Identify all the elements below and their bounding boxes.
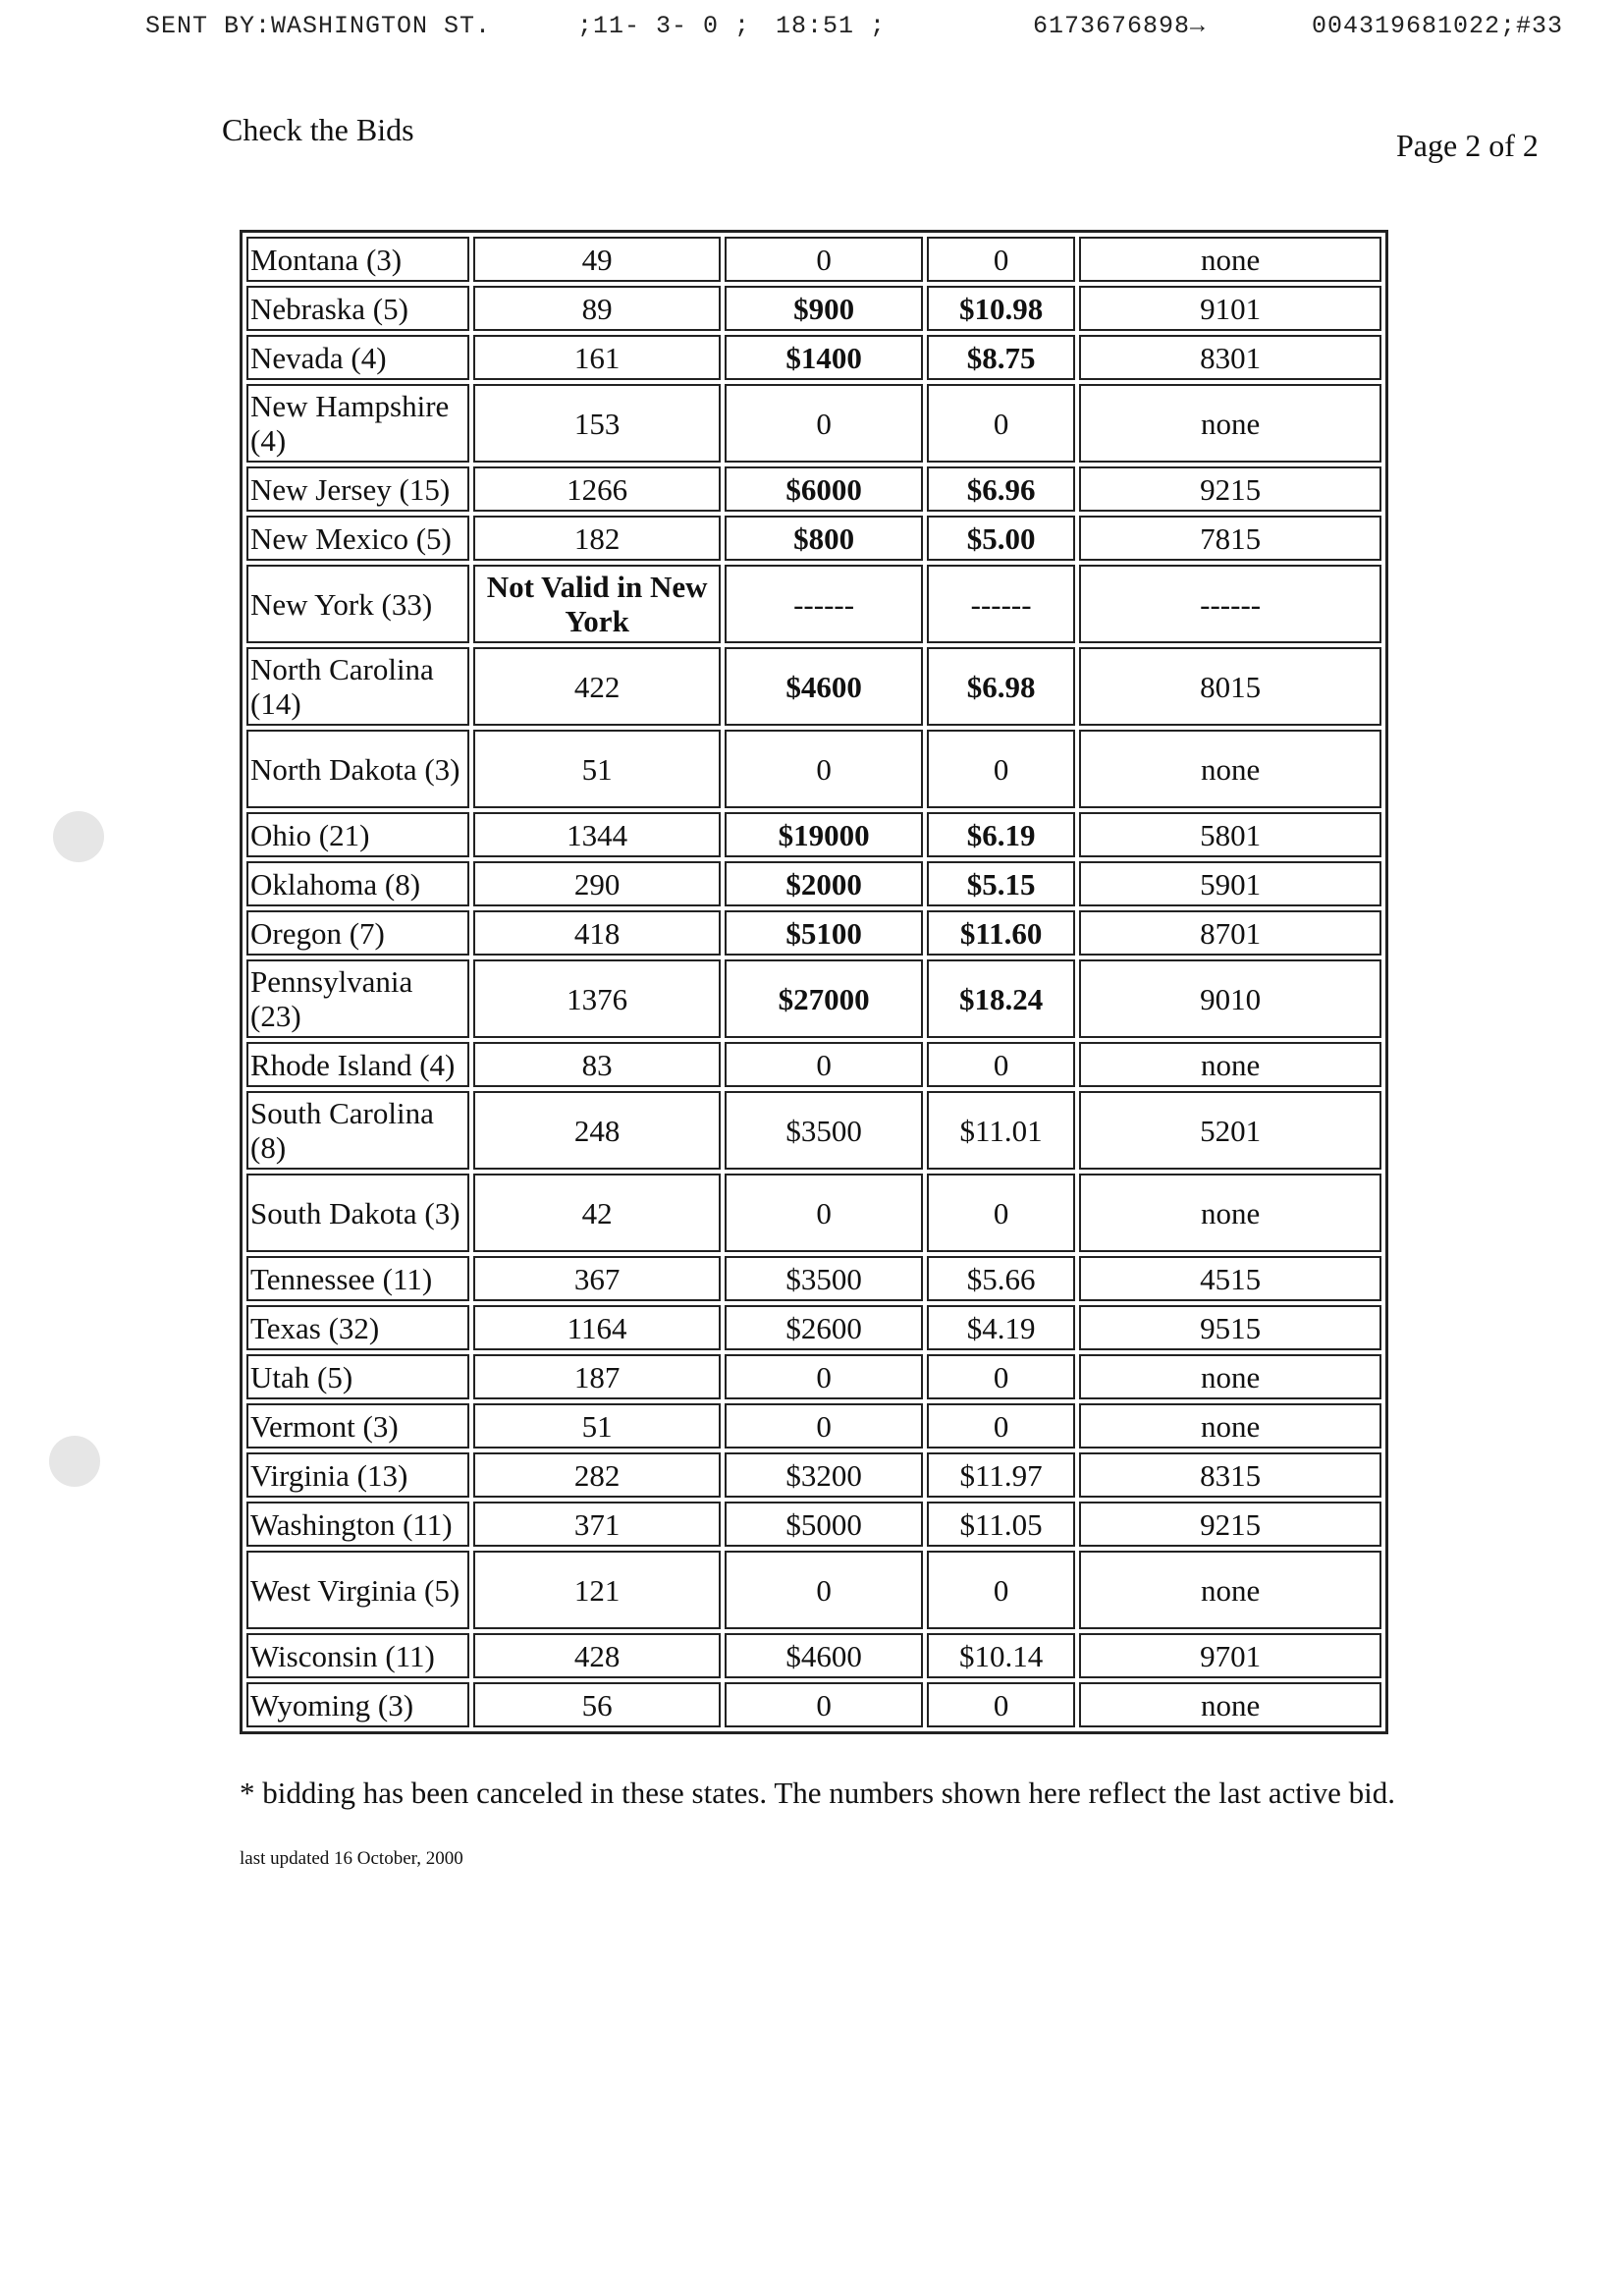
cell-bid: $900 — [725, 286, 923, 331]
cell-bid: $19000 — [725, 812, 923, 857]
table-row — [246, 1403, 1381, 1449]
cell-code: none — [1079, 1682, 1381, 1727]
cell-bid: $5000 — [725, 1502, 923, 1547]
cell-votes: 1376 — [473, 959, 721, 1038]
cell-per-vote: 0 — [927, 384, 1075, 463]
table-row — [246, 1452, 1381, 1498]
cell-state: Pennsylvania (23) — [246, 959, 469, 1038]
cell-votes: 248 — [473, 1091, 721, 1170]
cell-bid: $2600 — [725, 1305, 923, 1350]
cell-per-vote: $5.00 — [927, 516, 1075, 561]
table-row — [246, 466, 1381, 512]
cell-votes: 367 — [473, 1256, 721, 1301]
last-updated: last updated 16 October, 2000 — [240, 1848, 463, 1869]
cell-state: North Dakota (3) — [246, 730, 469, 808]
cell-state: Oklahoma (8) — [246, 861, 469, 906]
cell-bid: $3200 — [725, 1452, 923, 1498]
table-row — [246, 647, 1381, 726]
cell-code: none — [1079, 237, 1381, 282]
cell-per-vote: 0 — [927, 1403, 1075, 1449]
cell-state: Montana (3) — [246, 237, 469, 282]
cell-bid: 0 — [725, 1042, 923, 1087]
cell-per-vote: $8.75 — [927, 335, 1075, 380]
cell-per-vote: $6.19 — [927, 812, 1075, 857]
cell-bid: $4600 — [725, 1633, 923, 1678]
cell-code: 8301 — [1079, 335, 1381, 380]
cell-votes: 42 — [473, 1174, 721, 1252]
cell-per-vote: $10.98 — [927, 286, 1075, 331]
cell-per-vote: $5.66 — [927, 1256, 1075, 1301]
cell-code: 4515 — [1079, 1256, 1381, 1301]
cell-per-vote: $4.19 — [927, 1305, 1075, 1350]
cell-code: ------ — [1079, 565, 1381, 643]
fax-sender: SENT BY:WASHINGTON ST. — [145, 12, 492, 40]
table-row — [246, 1305, 1381, 1350]
cell-state: New Mexico (5) — [246, 516, 469, 561]
table-row — [246, 1682, 1381, 1727]
cell-code: none — [1079, 1354, 1381, 1399]
cell-state: South Carolina (8) — [246, 1091, 469, 1170]
cell-votes: 153 — [473, 384, 721, 463]
cell-bid: $1400 — [725, 335, 923, 380]
table-row — [246, 384, 1381, 463]
cell-bid: $3500 — [725, 1256, 923, 1301]
cell-state: New Jersey (15) — [246, 466, 469, 512]
cell-state: Nebraska (5) — [246, 286, 469, 331]
cell-bid: 0 — [725, 1174, 923, 1252]
cell-code: none — [1079, 384, 1381, 463]
cell-votes: 290 — [473, 861, 721, 906]
fax-header — [0, 12, 1622, 51]
cell-state: South Dakota (3) — [246, 1174, 469, 1252]
cell-code: 7815 — [1079, 516, 1381, 561]
table-row — [246, 861, 1381, 906]
cell-votes: 428 — [473, 1633, 721, 1678]
table-row — [246, 959, 1381, 1038]
cell-code: 5801 — [1079, 812, 1381, 857]
cell-state: Rhode Island (4) — [246, 1042, 469, 1087]
cell-per-vote: $6.98 — [927, 647, 1075, 726]
cell-votes: 51 — [473, 1403, 721, 1449]
cell-per-vote: $18.24 — [927, 959, 1075, 1038]
cell-state: Wyoming (3) — [246, 1682, 469, 1727]
table-row — [246, 1091, 1381, 1170]
punch-hole-top — [53, 811, 104, 862]
cell-bid: 0 — [725, 237, 923, 282]
table-row — [246, 1042, 1381, 1087]
table-row — [246, 1502, 1381, 1547]
cell-code: 9101 — [1079, 286, 1381, 331]
cell-votes: 418 — [473, 910, 721, 956]
cell-per-vote: $6.96 — [927, 466, 1075, 512]
cell-code: 9515 — [1079, 1305, 1381, 1350]
cell-bid: $27000 — [725, 959, 923, 1038]
cell-bid: $2000 — [725, 861, 923, 906]
cell-per-vote: 0 — [927, 1174, 1075, 1252]
cell-bid: ------ — [725, 565, 923, 643]
cell-state: Vermont (3) — [246, 1403, 469, 1449]
cell-bid: $800 — [725, 516, 923, 561]
table-row — [246, 1354, 1381, 1399]
cell-votes: 422 — [473, 647, 721, 726]
cell-code: none — [1079, 1403, 1381, 1449]
bids-table-body — [246, 237, 1381, 1727]
cell-per-vote: ------ — [927, 565, 1075, 643]
cell-state: Texas (32) — [246, 1305, 469, 1350]
cell-votes: 1164 — [473, 1305, 721, 1350]
cell-state: Ohio (21) — [246, 812, 469, 857]
cell-code: 8015 — [1079, 647, 1381, 726]
table-row — [246, 910, 1381, 956]
cell-per-vote: 0 — [927, 1354, 1075, 1399]
cell-votes: 282 — [473, 1452, 721, 1498]
cell-bid: 0 — [725, 1682, 923, 1727]
table-row — [246, 1633, 1381, 1678]
fax-from-number: 6173676898→ — [1033, 12, 1207, 40]
cell-state: Nevada (4) — [246, 335, 469, 380]
table-row — [246, 565, 1381, 643]
cell-bid: 0 — [725, 1354, 923, 1399]
table-row — [246, 1551, 1381, 1629]
table-row — [246, 812, 1381, 857]
page-number: Page 2 of 2 — [1396, 128, 1539, 163]
cell-votes: 371 — [473, 1502, 721, 1547]
cell-state: Wisconsin (11) — [246, 1633, 469, 1678]
table-row — [246, 516, 1381, 561]
cell-bid: $3500 — [725, 1091, 923, 1170]
cell-state: Washington (11) — [246, 1502, 469, 1547]
cell-votes: 182 — [473, 516, 721, 561]
cell-votes: 56 — [473, 1682, 721, 1727]
table-row — [246, 335, 1381, 380]
cell-code: 9215 — [1079, 466, 1381, 512]
cell-bid: $4600 — [725, 647, 923, 726]
cell-per-vote: 0 — [927, 1042, 1075, 1087]
cell-state: North Carolina (14) — [246, 647, 469, 726]
cell-bid: 0 — [725, 730, 923, 808]
fax-page-info: 004319681022;#33 — [1312, 12, 1564, 40]
cell-code: none — [1079, 1551, 1381, 1629]
cell-per-vote: 0 — [927, 1682, 1075, 1727]
table-row — [246, 237, 1381, 282]
cell-bid: 0 — [725, 1551, 923, 1629]
cell-votes: 1344 — [473, 812, 721, 857]
table-row — [246, 1174, 1381, 1252]
cell-code: 9701 — [1079, 1633, 1381, 1678]
bids-table — [240, 230, 1388, 1734]
cell-votes: 89 — [473, 286, 721, 331]
cell-code: 5201 — [1079, 1091, 1381, 1170]
fax-date: ;11- 3- 0 ; — [577, 12, 751, 40]
cell-votes: 187 — [473, 1354, 721, 1399]
cell-code: 9215 — [1079, 1502, 1381, 1547]
cell-bid: 0 — [725, 384, 923, 463]
cell-votes: Not Valid in New York — [473, 565, 721, 643]
fax-time: 18:51 ; — [776, 12, 887, 40]
cell-state: West Virginia (5) — [246, 1551, 469, 1629]
table-row — [246, 1256, 1381, 1301]
cell-bid: $6000 — [725, 466, 923, 512]
cell-code: 5901 — [1079, 861, 1381, 906]
cell-per-vote: 0 — [927, 730, 1075, 808]
cell-state: New Hampshire (4) — [246, 384, 469, 463]
cell-code: 8315 — [1079, 1452, 1381, 1498]
cell-per-vote: 0 — [927, 1551, 1075, 1629]
cell-code: 9010 — [1079, 959, 1381, 1038]
page-title: Check the Bids — [222, 112, 414, 147]
cell-bid: 0 — [725, 1403, 923, 1449]
cell-state: Virginia (13) — [246, 1452, 469, 1498]
cell-votes: 51 — [473, 730, 721, 808]
cell-per-vote: $11.01 — [927, 1091, 1075, 1170]
cell-state: Oregon (7) — [246, 910, 469, 956]
cell-state: New York (33) — [246, 565, 469, 643]
cell-code: none — [1079, 1174, 1381, 1252]
cell-per-vote: $11.60 — [927, 910, 1075, 956]
cell-code: none — [1079, 730, 1381, 808]
footnote: * bidding has been canceled in these states. The numbers shown here reflect the last active bid. — [240, 1776, 1396, 1810]
table-row — [246, 286, 1381, 331]
cell-code: none — [1079, 1042, 1381, 1087]
cell-per-vote: $10.14 — [927, 1633, 1075, 1678]
cell-votes: 161 — [473, 335, 721, 380]
cell-per-vote: $11.97 — [927, 1452, 1075, 1498]
cell-state: Utah (5) — [246, 1354, 469, 1399]
cell-bid: $5100 — [725, 910, 923, 956]
cell-votes: 121 — [473, 1551, 721, 1629]
cell-code: 8701 — [1079, 910, 1381, 956]
table-row — [246, 730, 1381, 808]
cell-votes: 83 — [473, 1042, 721, 1087]
cell-per-vote: 0 — [927, 237, 1075, 282]
cell-state: Tennessee (11) — [246, 1256, 469, 1301]
cell-per-vote: $5.15 — [927, 861, 1075, 906]
punch-hole-bottom — [49, 1436, 100, 1487]
cell-per-vote: $11.05 — [927, 1502, 1075, 1547]
cell-votes: 1266 — [473, 466, 721, 512]
cell-votes: 49 — [473, 237, 721, 282]
